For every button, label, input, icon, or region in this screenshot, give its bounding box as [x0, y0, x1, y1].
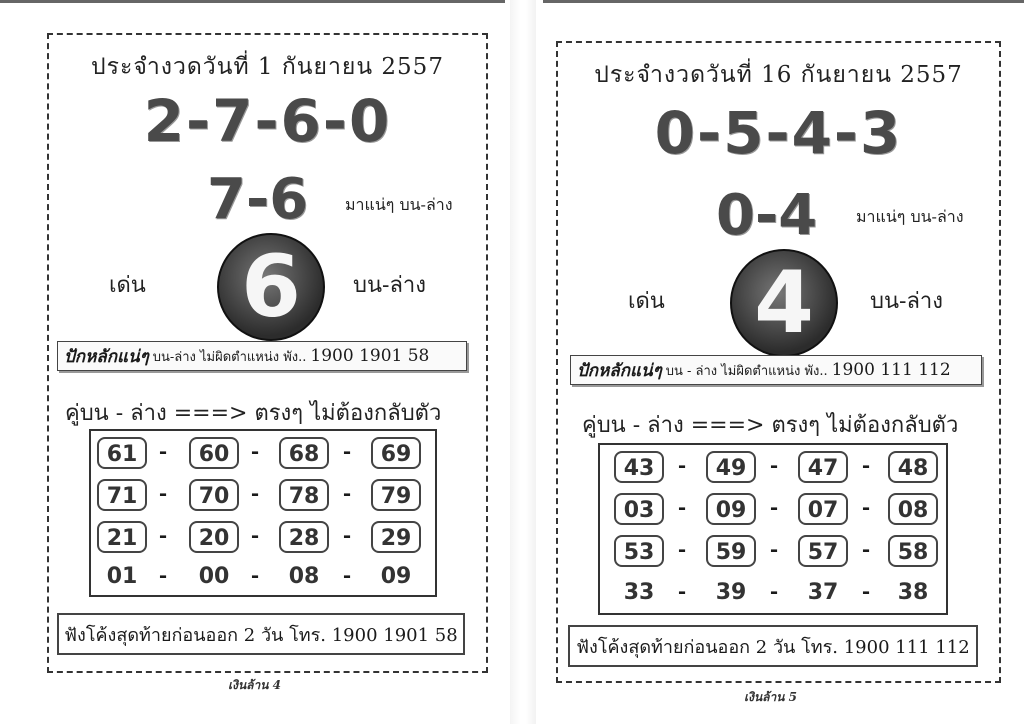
grid-cell: 47: [798, 451, 848, 483]
grid-separator: -: [158, 481, 168, 505]
left-banner-text: บน-ล่าง ไม่ผิดตำแหน่ง พัง..: [152, 349, 307, 365]
grid-separator: -: [342, 481, 352, 505]
grid-separator: -: [861, 453, 871, 477]
grid-cell: 01: [106, 564, 138, 589]
grid-cell: 08: [888, 493, 938, 525]
left-featured-position: บน-ล่าง: [353, 273, 427, 298]
grid-cell: 49: [706, 451, 756, 483]
right-banner: [570, 355, 982, 385]
grid-separator: -: [250, 481, 260, 505]
grid-row: [600, 447, 946, 487]
right-featured-label: เด่น: [628, 289, 665, 314]
left-page: [47, 33, 488, 673]
grid-cell: 61: [97, 437, 147, 469]
grid-row: [91, 475, 435, 515]
left-two-digit: 7-6: [207, 167, 309, 232]
grid-separator: -: [158, 439, 168, 463]
grid-separator: -: [677, 579, 687, 603]
right-banner-title: ปักหลักแน่ๆ: [577, 360, 662, 381]
grid-cell: 07: [798, 493, 848, 525]
grid-cell: 59: [706, 535, 756, 567]
grid-separator: -: [158, 523, 168, 547]
grid-row: [91, 557, 435, 597]
grid-separator: -: [677, 537, 687, 561]
grid-cell: 57: [798, 535, 848, 567]
grid-cell: 79: [371, 479, 421, 511]
grid-separator: -: [769, 579, 779, 603]
grid-separator: -: [250, 523, 260, 547]
grid-separator: -: [861, 579, 871, 603]
grid-separator: -: [342, 563, 352, 587]
top-edge-left: [0, 0, 505, 3]
left-banner: [57, 341, 467, 371]
left-featured-digit: 6: [241, 237, 301, 337]
grid-separator: -: [769, 495, 779, 519]
grid-cell: 70: [189, 479, 239, 511]
right-footer: ฟังโค้งสุดท้ายก่อนออก 2 วัน โทร. 1900 111 112: [568, 625, 978, 667]
right-main-number: 0-5-4-3: [654, 99, 903, 167]
left-featured-circle: [217, 233, 325, 341]
right-two-digit-note: มาแน่ๆ บน-ล่าง: [856, 207, 964, 226]
grid-cell: 37: [807, 580, 839, 605]
grid-separator: -: [342, 439, 352, 463]
grid-cell: 78: [279, 479, 329, 511]
grid-cell: 03: [614, 493, 664, 525]
right-date-header: ประจำงวดวันที่ 16 กันยายน 2557: [594, 62, 963, 88]
grid-cell: 68: [279, 437, 329, 469]
grid-cell: 29: [371, 521, 421, 553]
grid-cell: 58: [888, 535, 938, 567]
left-folio: เงินล้าน 4: [228, 678, 281, 692]
right-banner-text: บน - ล่าง ไม่ผิดตำแหน่ง พัง..: [665, 363, 828, 379]
left-featured-label: เด่น: [109, 273, 146, 298]
left-pairs-heading: คู่บน - ล่าง ===> ตรงๆ ไม่ต้องกลับตัว: [65, 401, 442, 426]
left-date-header: ประจำงวดวันที่ 1 กันยายน 2557: [91, 54, 444, 80]
grid-separator: -: [677, 495, 687, 519]
grid-cell: 20: [189, 521, 239, 553]
grid-row: [600, 573, 946, 613]
right-featured-position: บน-ล่าง: [870, 289, 944, 314]
right-banner-phone: 1900 111 112: [831, 360, 951, 380]
grid-separator: -: [250, 439, 260, 463]
right-pairs-heading: คู่บน - ล่าง ===> ตรงๆ ไม่ต้องกลับตัว: [582, 413, 959, 438]
left-banner-title: ปักหลักแน่ๆ: [64, 346, 149, 367]
grid-cell: 39: [715, 580, 747, 605]
grid-cell: 43: [614, 451, 664, 483]
grid-row: [600, 531, 946, 571]
grid-cell: 69: [371, 437, 421, 469]
grid-separator: -: [861, 537, 871, 561]
grid-cell: 28: [279, 521, 329, 553]
grid-cell: 38: [897, 580, 929, 605]
left-number-grid: [89, 429, 437, 597]
right-page: [556, 41, 1001, 683]
grid-separator: -: [677, 453, 687, 477]
grid-cell: 00: [198, 564, 230, 589]
grid-cell: 71: [97, 479, 147, 511]
grid-separator: -: [769, 537, 779, 561]
right-two-digit: 0-4: [716, 183, 818, 248]
right-folio: เงินล้าน 5: [744, 690, 797, 704]
grid-cell: 21: [97, 521, 147, 553]
book-fold: [510, 0, 536, 724]
grid-row: [600, 489, 946, 529]
right-number-grid: [598, 443, 948, 615]
grid-cell: 60: [189, 437, 239, 469]
right-featured-circle: [730, 249, 838, 357]
grid-cell: 08: [288, 564, 320, 589]
left-banner-phone: 1900 1901 58: [310, 346, 430, 366]
grid-separator: -: [342, 523, 352, 547]
grid-cell: 53: [614, 535, 664, 567]
right-featured-digit: 4: [754, 253, 814, 353]
grid-cell: 09: [380, 564, 412, 589]
grid-cell: 09: [706, 493, 756, 525]
left-footer: ฟังโค้งสุดท้ายก่อนออก 2 วัน โทร. 1900 1901 58: [57, 613, 465, 655]
top-edge-right: [543, 0, 1024, 3]
grid-separator: -: [861, 495, 871, 519]
grid-row: [91, 433, 435, 473]
left-two-digit-note: มาแน่ๆ บน-ล่าง: [345, 195, 453, 214]
grid-row: [91, 517, 435, 557]
grid-cell: 48: [888, 451, 938, 483]
grid-separator: -: [250, 563, 260, 587]
grid-cell: 33: [623, 580, 655, 605]
grid-separator: -: [769, 453, 779, 477]
grid-separator: -: [158, 563, 168, 587]
left-main-number: 2-7-6-0: [143, 87, 392, 155]
